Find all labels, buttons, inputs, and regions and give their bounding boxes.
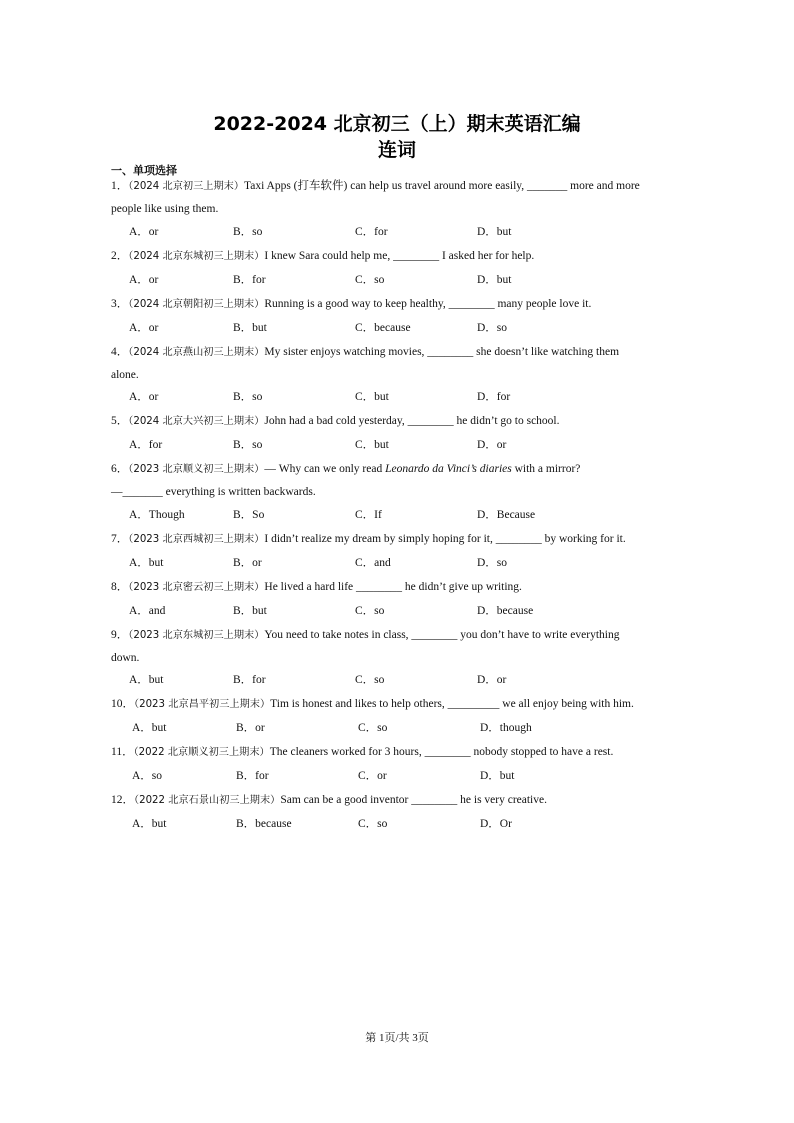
option-d[interactable]: D．but xyxy=(477,226,512,238)
question-text: Sam can be a good inventor ________ he is very creative. xyxy=(280,794,547,806)
option-a[interactable]: A．or xyxy=(129,391,159,403)
option-d[interactable]: D．so xyxy=(477,322,508,334)
question-text: My sister enjoys watching movies, ________ she doesn’t like watching them xyxy=(264,346,620,358)
question-4 xyxy=(111,345,696,360)
section-heading: 一、单项选择 xyxy=(111,164,177,177)
option-b[interactable]: B．but xyxy=(233,605,267,617)
question-italic-text: Leonardo da Vinci’s diaries xyxy=(385,463,512,475)
question-10 xyxy=(111,697,696,712)
option-d[interactable]: D．but xyxy=(477,274,512,286)
option-d[interactable]: D．though xyxy=(480,722,532,734)
page-subtitle: 连词 xyxy=(377,139,416,161)
question-text: I knew Sara could help me, ________ I asked her for help. xyxy=(264,250,535,262)
option-c[interactable]: C．so xyxy=(358,818,388,830)
option-c[interactable]: C．so xyxy=(355,674,385,686)
question-6 xyxy=(111,462,696,477)
option-a[interactable]: A．but xyxy=(129,557,164,569)
option-b[interactable]: B．because xyxy=(236,818,292,830)
option-c[interactable]: C．but xyxy=(355,439,389,451)
question-source: （2023 北京昌平初三上期末） xyxy=(134,699,271,710)
question-number: 5． xyxy=(111,415,129,427)
option-b[interactable]: B．for xyxy=(233,674,266,686)
question-9 xyxy=(111,628,696,643)
option-b[interactable]: B．so xyxy=(233,439,263,451)
question-text: The cleaners worked for 3 hours, ________ nobody stopped to have a rest. xyxy=(269,746,614,758)
option-b[interactable]: B．but xyxy=(233,322,267,334)
question-continuation: people like using them. xyxy=(111,203,219,215)
option-b[interactable]: B．for xyxy=(236,770,269,782)
question-number: 10． xyxy=(111,698,134,710)
option-b[interactable]: B．So xyxy=(233,509,265,521)
question-continuation: down. xyxy=(111,652,140,664)
option-a[interactable]: A．or xyxy=(129,226,159,238)
question-7 xyxy=(111,532,696,547)
option-d[interactable]: D．because xyxy=(477,605,534,617)
option-d[interactable]: D．Or xyxy=(480,818,512,830)
question-source: （2023 北京顺义初三上期末） xyxy=(128,464,265,475)
question-source: （2024 北京朝阳初三上期末） xyxy=(128,299,265,310)
question-continuation: alone. xyxy=(111,369,139,381)
question-number: 12． xyxy=(111,794,134,806)
option-c[interactable]: C．so xyxy=(355,605,385,617)
question-source: （2023 北京西城初三上期末） xyxy=(128,534,265,545)
question-text: You need to take notes in class, ________ you don’t have to write everything xyxy=(264,629,620,641)
question-12 xyxy=(111,793,696,808)
option-c[interactable]: C．for xyxy=(355,226,388,238)
option-a[interactable]: A．and xyxy=(129,605,166,617)
question-source: （2024 北京初三上期末） xyxy=(128,181,245,192)
option-d[interactable]: D．or xyxy=(477,674,507,686)
question-text: He lived a hard life ________ he didn’t give up writing. xyxy=(264,581,522,593)
option-a[interactable]: A．or xyxy=(129,274,159,286)
question-number: 11． xyxy=(111,746,134,758)
option-d[interactable]: D．Because xyxy=(477,509,536,521)
question-number: 1． xyxy=(111,180,129,192)
option-d[interactable]: D．for xyxy=(477,391,511,403)
option-d[interactable]: D．so xyxy=(477,557,508,569)
question-source: （2024 北京东城初三上期末） xyxy=(128,251,265,262)
option-a[interactable]: A．but xyxy=(132,722,167,734)
option-b[interactable]: B．so xyxy=(233,226,263,238)
question-number: 2． xyxy=(111,250,129,262)
question-text: John had a bad cold yesterday, ________ he didn’t go to school. xyxy=(264,415,560,427)
question-5 xyxy=(111,414,696,429)
question-text: I didn’t realize my dream by simply hoping for it, ________ by working for it. xyxy=(264,533,626,545)
question-source: （2022 北京顺义初三上期末） xyxy=(133,747,270,758)
option-d[interactable]: D．or xyxy=(477,439,507,451)
option-a[interactable]: A．so xyxy=(132,770,163,782)
option-c[interactable]: C．so xyxy=(358,722,388,734)
question-continuation: —_______ everything is written backwards. xyxy=(111,486,316,498)
question-number: 8． xyxy=(111,581,129,593)
option-b[interactable]: B．so xyxy=(233,391,263,403)
page-title: 2022-2024 北京初三（上）期末英语汇编 xyxy=(213,113,581,135)
page-footer: 第 1页/共 3页 xyxy=(365,1032,429,1044)
question-3 xyxy=(111,297,696,312)
question-11 xyxy=(111,745,696,760)
option-a[interactable]: A．or xyxy=(129,322,159,334)
option-b[interactable]: B．for xyxy=(233,274,266,286)
question-8 xyxy=(111,580,696,595)
question-source: （2023 北京东城初三上期末） xyxy=(128,630,265,641)
question-text: Tim is honest and likes to help others, _________ we all enjoy being with him. xyxy=(270,698,634,710)
question-2 xyxy=(111,249,696,264)
option-a[interactable]: A．but xyxy=(132,818,167,830)
question-number: 6． xyxy=(111,463,129,475)
question-source: （2024 北京大兴初三上期末） xyxy=(128,416,265,427)
option-c[interactable]: C．but xyxy=(355,391,389,403)
option-c[interactable]: C．or xyxy=(358,770,387,782)
option-d[interactable]: D．but xyxy=(480,770,515,782)
option-a[interactable]: A．Though xyxy=(129,509,185,521)
option-b[interactable]: B．or xyxy=(233,557,262,569)
option-b[interactable]: B．or xyxy=(236,722,265,734)
option-c[interactable]: C．so xyxy=(355,274,385,286)
question-text: Taxi Apps (打车软件) can help us travel around more easily, _______ more and more xyxy=(244,180,640,192)
question-source: （2022 北京石景山初三上期末） xyxy=(134,795,281,806)
option-a[interactable]: A．but xyxy=(129,674,164,686)
option-c[interactable]: C．because xyxy=(355,322,411,334)
question-text: Running is a good way to keep healthy, ________ many people love it. xyxy=(264,298,592,310)
question-text: — Why can we only read xyxy=(264,463,386,475)
option-c[interactable]: C．and xyxy=(355,557,391,569)
question-number: 3． xyxy=(111,298,129,310)
question-number: 7． xyxy=(111,533,129,545)
question-1 xyxy=(111,179,696,194)
question-text-end: with a mirror? xyxy=(511,463,581,475)
question-source: （2023 北京密云初三上期末） xyxy=(128,582,265,593)
option-a[interactable]: A．for xyxy=(129,439,163,451)
question-number: 4． xyxy=(111,346,129,358)
question-source: （2024 北京燕山初三上期末） xyxy=(128,347,265,358)
option-c[interactable]: C．If xyxy=(355,509,382,521)
question-number: 9． xyxy=(111,629,129,641)
